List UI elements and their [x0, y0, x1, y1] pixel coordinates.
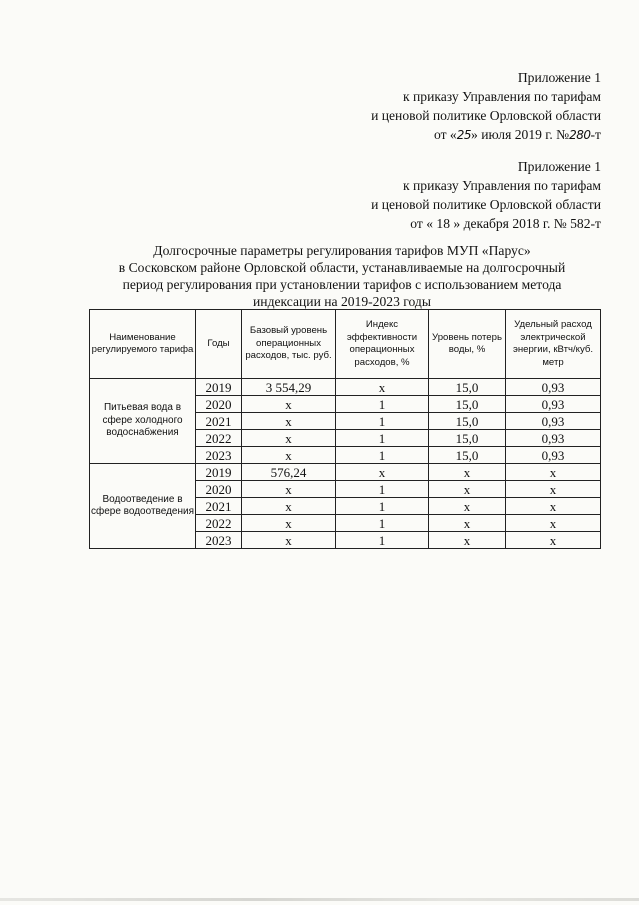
table-cell: 0,93: [506, 396, 601, 413]
table-cell: x: [429, 532, 506, 549]
table-cell: 15,0: [429, 413, 506, 430]
table-cell: x: [506, 498, 601, 515]
parameters-table: [89, 309, 601, 549]
table-cell: x: [242, 532, 336, 549]
group-name-drinking-water: Питьевая вода в сфере холодного водоснабжения: [90, 379, 196, 464]
table-cell: x: [336, 464, 429, 481]
table-cell: x: [506, 481, 601, 498]
table-cell: x: [242, 447, 336, 464]
header-efficiency-index: Индекс эффективности операционных расходов, %: [336, 310, 429, 379]
table-cell: 15,0: [429, 430, 506, 447]
header-tariff-name: Наименование регулируемого тарифа: [90, 310, 196, 379]
appendix-current-line2: к приказу Управления по тарифам: [403, 89, 601, 104]
appendix-current-line1: Приложение 1: [517, 70, 601, 85]
table-cell: 576,24: [242, 464, 336, 481]
table-cell: x: [429, 464, 506, 481]
scan-edge-artifact: [0, 898, 639, 901]
table-cell: 15,0: [429, 396, 506, 413]
appendix-original-order: [371, 157, 601, 233]
table-cell: 0,93: [506, 379, 601, 396]
order-suffix: -т: [590, 127, 601, 142]
appendix-current-line3: и ценовой политике Орловской области: [371, 108, 601, 123]
table-cell: 2019: [196, 379, 242, 396]
table-cell: x: [242, 515, 336, 532]
table-cell: x: [429, 498, 506, 515]
header-base-opex: Базовый уровень операционных расходов, тыс. руб.: [242, 310, 336, 379]
header-years: Годы: [196, 310, 242, 379]
table-cell: 1: [336, 515, 429, 532]
title-line3: период регулирования при установлении тарифов с использованием метода: [122, 277, 562, 292]
table-header-row: [90, 310, 601, 379]
table-cell: x: [242, 498, 336, 515]
table-cell: 1: [336, 498, 429, 515]
appendix-original-line2: к приказу Управления по тарифам: [403, 178, 601, 193]
table-cell: x: [506, 532, 601, 549]
appendix-original-line1: Приложение 1: [517, 159, 601, 174]
header-energy-consumption: Удельный расход электрической энергии, кВтч/куб. метр: [506, 310, 601, 379]
table-cell: 0,93: [506, 430, 601, 447]
table-cell: 0,93: [506, 413, 601, 430]
table-cell: x: [242, 396, 336, 413]
table-cell: x: [429, 515, 506, 532]
appendix-original-line3: и ценовой политике Орловской области: [371, 197, 601, 212]
table-cell: 2021: [196, 498, 242, 515]
table-cell: 2022: [196, 430, 242, 447]
table-cell: 1: [336, 447, 429, 464]
appendix-original-line4: от « 18 » декабря 2018 г. № 582-т: [410, 216, 601, 231]
table-cell: 2021: [196, 413, 242, 430]
table-cell: 2023: [196, 532, 242, 549]
date-middle: » июля 2019 г. №: [471, 127, 570, 142]
table-cell: x: [242, 481, 336, 498]
table-cell: x: [336, 379, 429, 396]
table-cell: 1: [336, 481, 429, 498]
header-water-loss: Уровень потерь воды, %: [429, 310, 506, 379]
table-cell: x: [242, 430, 336, 447]
table-cell: 2022: [196, 515, 242, 532]
table-row: [90, 379, 601, 396]
table-cell: 1: [336, 396, 429, 413]
appendix-current-order: [371, 68, 601, 145]
table-cell: 15,0: [429, 447, 506, 464]
table-cell: 1: [336, 413, 429, 430]
appendix-current-line4: [371, 125, 601, 145]
title-line2: в Сосковском районе Орловской области, устанавливаемые на долгосрочный: [118, 260, 566, 275]
handwritten-order-number: 280: [569, 128, 591, 142]
handwritten-day: 25: [456, 128, 471, 142]
table-row: [90, 464, 601, 481]
table-cell: 1: [336, 532, 429, 549]
title-line4: индексации на 2019-2023 годы: [253, 294, 431, 309]
table-cell: x: [506, 515, 601, 532]
table-cell: 15,0: [429, 379, 506, 396]
table-cell: 3 554,29: [242, 379, 336, 396]
table-cell: x: [506, 464, 601, 481]
group-name-wastewater: Водоотведение в сфере водоотведения: [90, 464, 196, 549]
table-cell: 2019: [196, 464, 242, 481]
table-cell: 1: [336, 430, 429, 447]
title-line1: Долгосрочные параметры регулирования тарифов МУП «Парус»: [153, 243, 531, 258]
table-cell: 2023: [196, 447, 242, 464]
date-prefix: от «: [433, 127, 457, 142]
table-cell: x: [242, 413, 336, 430]
table-cell: 0,93: [506, 447, 601, 464]
document-title: [84, 242, 600, 310]
table-cell: x: [429, 481, 506, 498]
table-cell: 2020: [196, 396, 242, 413]
table-cell: 2020: [196, 481, 242, 498]
